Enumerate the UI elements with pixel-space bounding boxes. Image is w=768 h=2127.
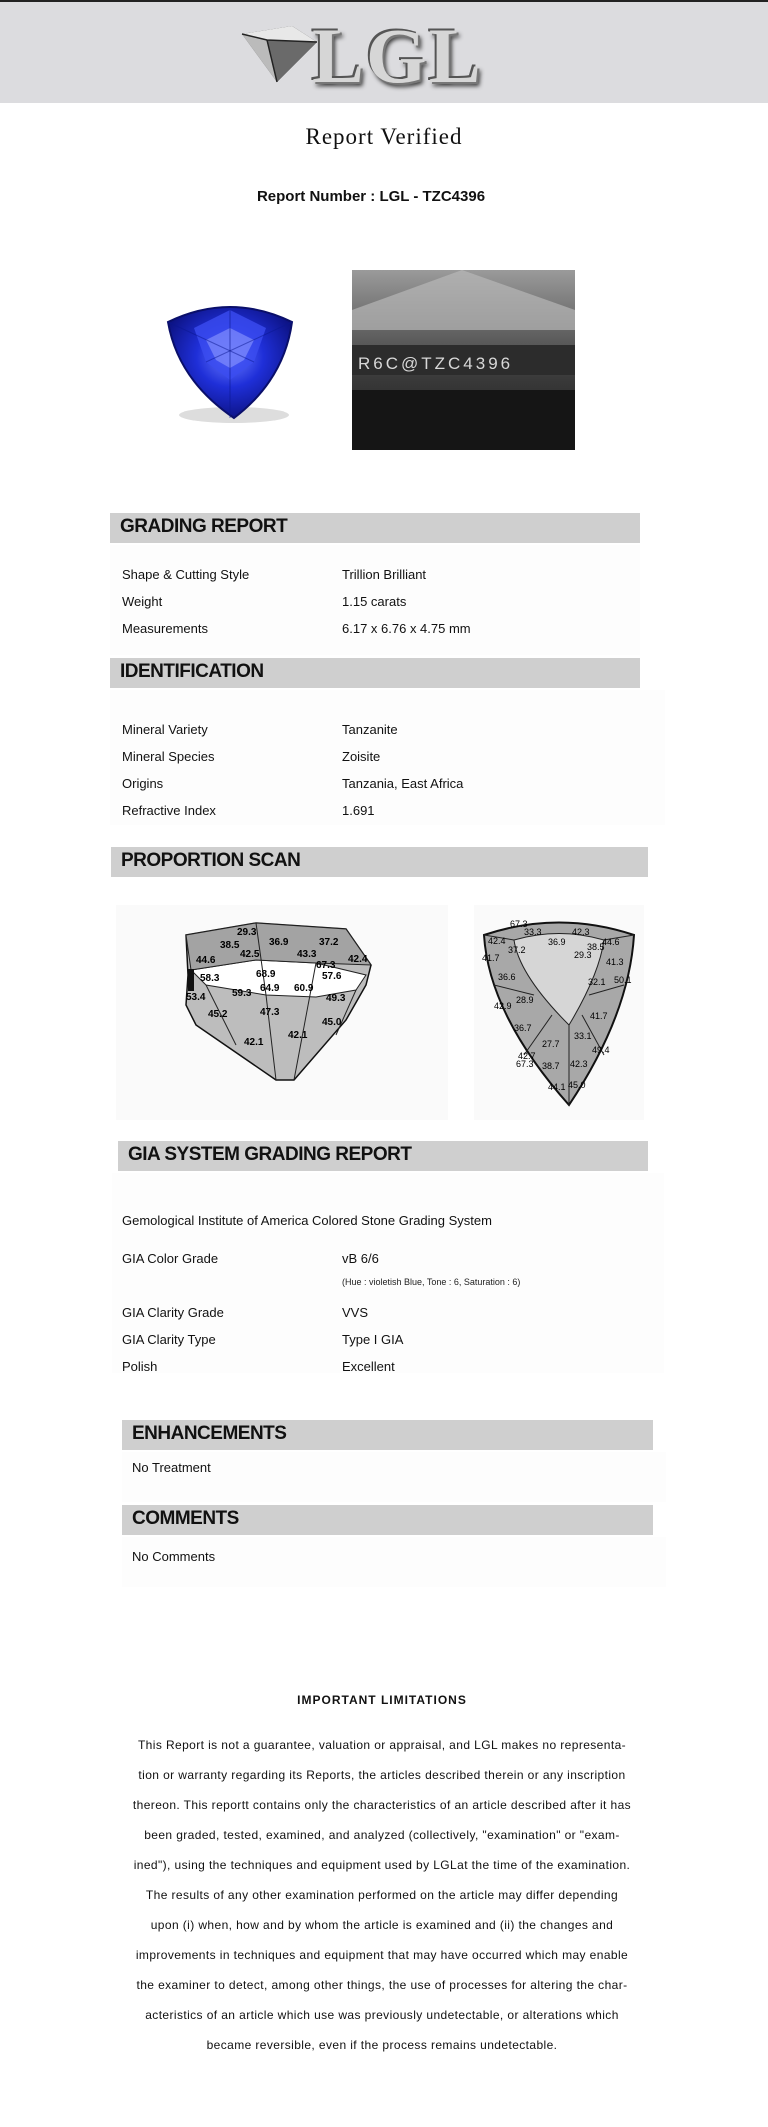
enhancements-header (122, 1420, 653, 1450)
mineral-variety-value: Tanzanite (342, 722, 398, 737)
top-label-10: 41.3 (606, 957, 624, 967)
gia-color-grade-value: vB 6/6 (342, 1251, 379, 1266)
side-label-0: 29.3 (237, 927, 257, 938)
limitations-line: The results of any other examination performed on the article may differ depending (145, 1888, 619, 1902)
top-label-5: 44.6 (602, 937, 620, 947)
proportion-side-diagram (116, 905, 448, 1120)
top-label-12: 32.1 (588, 977, 606, 987)
limitations-line: the examiner to detect, among other things, the use of processes for altering the char- (136, 1978, 628, 1992)
limitations-title: IMPORTANT LIMITATIONS (297, 1693, 467, 1707)
top-label-1: 33.3 (524, 927, 542, 937)
gia-header (118, 1141, 648, 1171)
mineral-variety-label: Mineral Variety (122, 722, 208, 737)
top-label-6: 37.2 (508, 945, 526, 955)
tanzanite-image (134, 270, 326, 462)
measurements-value: 6.17 x 6.76 x 4.75 mm (342, 621, 471, 636)
side-label-11: 58.3 (200, 973, 220, 984)
top-label-17: 41.7 (590, 1011, 608, 1021)
grading-report-title: GRADING REPORT (120, 516, 288, 537)
lgl-logo (232, 12, 492, 99)
gia-system-name: Gemological Institute of America Colored Stone Grading System (122, 1213, 492, 1228)
top-label-7: 38.5 (587, 942, 605, 952)
side-label-17: 45.2 (208, 1009, 228, 1020)
enhancements-panel (122, 1452, 666, 1502)
proportion-scan-header (111, 847, 648, 877)
top-label-9: 29.3 (574, 950, 592, 960)
gia-panel (112, 1173, 664, 1373)
top-label-18: 27.7 (542, 1039, 560, 1049)
proportion-top-diagram (474, 905, 644, 1120)
top-label-16: 36.7 (514, 1023, 532, 1033)
polish-label: Polish (122, 1359, 158, 1374)
top-label-24: 42.3 (570, 1059, 588, 1069)
limitations-line: became reversible, even if the process remains undetectable. (206, 2038, 558, 2052)
gia-title: GIA SYSTEM GRADING REPORT (128, 1144, 412, 1165)
top-label-20: 49.4 (592, 1045, 610, 1055)
comments-title: COMMENTS (132, 1508, 239, 1529)
gia-clarity-type-value: Type I GIA (342, 1332, 404, 1347)
report-number: Report Number : LGL - TZC4396 (256, 188, 486, 205)
top-label-14: 28.9 (516, 995, 534, 1005)
side-label-14: 60.9 (294, 983, 314, 994)
side-label-1: 38.5 (220, 940, 240, 951)
top-label-26: 45.0 (568, 1080, 586, 1090)
side-label-2: 36.9 (269, 937, 289, 948)
side-label-5: 42.5 (240, 949, 260, 960)
side-label-21: 42.1 (288, 1030, 308, 1041)
side-label-6: 43.3 (297, 949, 317, 960)
side-label-4: 44.6 (196, 955, 216, 966)
side-label-3: 37.2 (319, 937, 339, 948)
comments-panel (122, 1537, 666, 1587)
limitations-line: acteristics of an article which use was previously undetectable, or alterations which (145, 2008, 619, 2022)
enhancements-title: ENHANCEMENTS (132, 1423, 287, 1444)
refractive-index-label: Refractive Index (122, 803, 216, 818)
comments-value: No Comments (132, 1549, 216, 1564)
top-label-2: 42.4 (488, 936, 506, 946)
laser-inscription-image (352, 270, 575, 450)
gemstone-photo (134, 270, 326, 462)
grading-report-header (110, 513, 640, 543)
side-label-19: 45.0 (322, 1017, 342, 1028)
header-banner (0, 2, 768, 103)
top-label-23: 38.7 (542, 1061, 560, 1071)
measurements-label: Measurements (122, 621, 208, 636)
enhancements-value: No Treatment (132, 1460, 211, 1475)
side-label-18: 47.3 (260, 1007, 280, 1018)
gia-clarity-grade-label: GIA Clarity Grade (122, 1305, 224, 1320)
weight-value: 1.15 carats (342, 594, 407, 609)
mineral-species-value: Zoisite (342, 749, 381, 764)
top-label-3: 36.9 (548, 937, 566, 947)
gia-color-note: (Hue : violetish Blue, Tone : 6, Saturation : 6) (342, 1277, 521, 1287)
limitations-line: upon (i) when, how and by whom the article is examined and (ii) the changes and (150, 1918, 614, 1932)
top-label-8: 41.7 (482, 953, 500, 963)
top-label-21: 67.3 (516, 1059, 534, 1069)
top-label-15: 42.9 (494, 1001, 512, 1011)
weight-label: Weight (122, 594, 163, 609)
side-label-15: 53.4 (186, 992, 206, 1003)
origins-label: Origins (122, 776, 164, 791)
limitations-line: been graded, tested, examined, and analyzed (collectively, "examination" or "exam- (144, 1828, 620, 1842)
mineral-species-label: Mineral Species (122, 749, 215, 764)
top-label-22: 42.7 (518, 1051, 536, 1061)
gia-clarity-type-label: GIA Clarity Type (122, 1332, 216, 1347)
refractive-index-value: 1.691 (342, 803, 375, 818)
side-label-9: 68.9 (256, 969, 276, 980)
gia-clarity-grade-value: VVS (342, 1305, 369, 1320)
origins-value: Tanzania, East Africa (342, 776, 464, 791)
side-label-16: 49.3 (326, 993, 346, 1004)
side-label-13: 64.9 (260, 983, 280, 994)
top-label-19: 33.1 (574, 1031, 592, 1041)
limitations-line: ined"), using the techniques and equipment used by LGLat the time of the examination. (133, 1858, 631, 1872)
side-label-12: 59.3 (232, 988, 252, 999)
limitations-line: This Report is not a guarantee, valuation or appraisal, and LGL makes no representa- (137, 1738, 627, 1752)
grading-report-panel (110, 545, 640, 655)
side-label-20: 42.1 (244, 1037, 264, 1048)
page-title: Report Verified (305, 124, 463, 149)
shape-value: Trillion Brilliant (342, 567, 427, 582)
polish-value: Excellent (342, 1359, 395, 1374)
shape-label: Shape & Cutting Style (122, 567, 250, 582)
side-label-10: 57.6 (322, 971, 342, 982)
limitations-line: thereon. This reportt contains only the characteristics of an article described after it has (132, 1798, 632, 1812)
top-label-13: 50.1 (614, 975, 632, 985)
logo-text: LGL (312, 12, 483, 99)
top-label-0: 67.3 (510, 919, 528, 929)
limitations-line: tion or warranty regarding its Reports, the articles described therein or any inscription (138, 1768, 626, 1782)
top-label-11: 36.6 (498, 972, 516, 982)
side-label-7: 42.4 (348, 954, 368, 965)
identification-title: IDENTIFICATION (120, 661, 264, 682)
top-label-4: 42.3 (572, 927, 590, 937)
diamond-logo-icon (232, 24, 322, 84)
proportion-scan-title: PROPORTION SCAN (121, 850, 301, 871)
inscription-photo (352, 270, 575, 450)
limitations-line: improvements in techniques and equipment that may have occurred which may enable (135, 1948, 629, 1962)
comments-header (122, 1505, 653, 1535)
identification-header (110, 658, 640, 688)
inscription-text: R6C@TZC4396 (358, 354, 514, 373)
top-label-25: 44.1 (548, 1082, 566, 1092)
gia-color-grade-label: GIA Color Grade (122, 1251, 219, 1266)
identification-panel (110, 690, 665, 825)
side-label-8: 67.3 (316, 960, 336, 971)
